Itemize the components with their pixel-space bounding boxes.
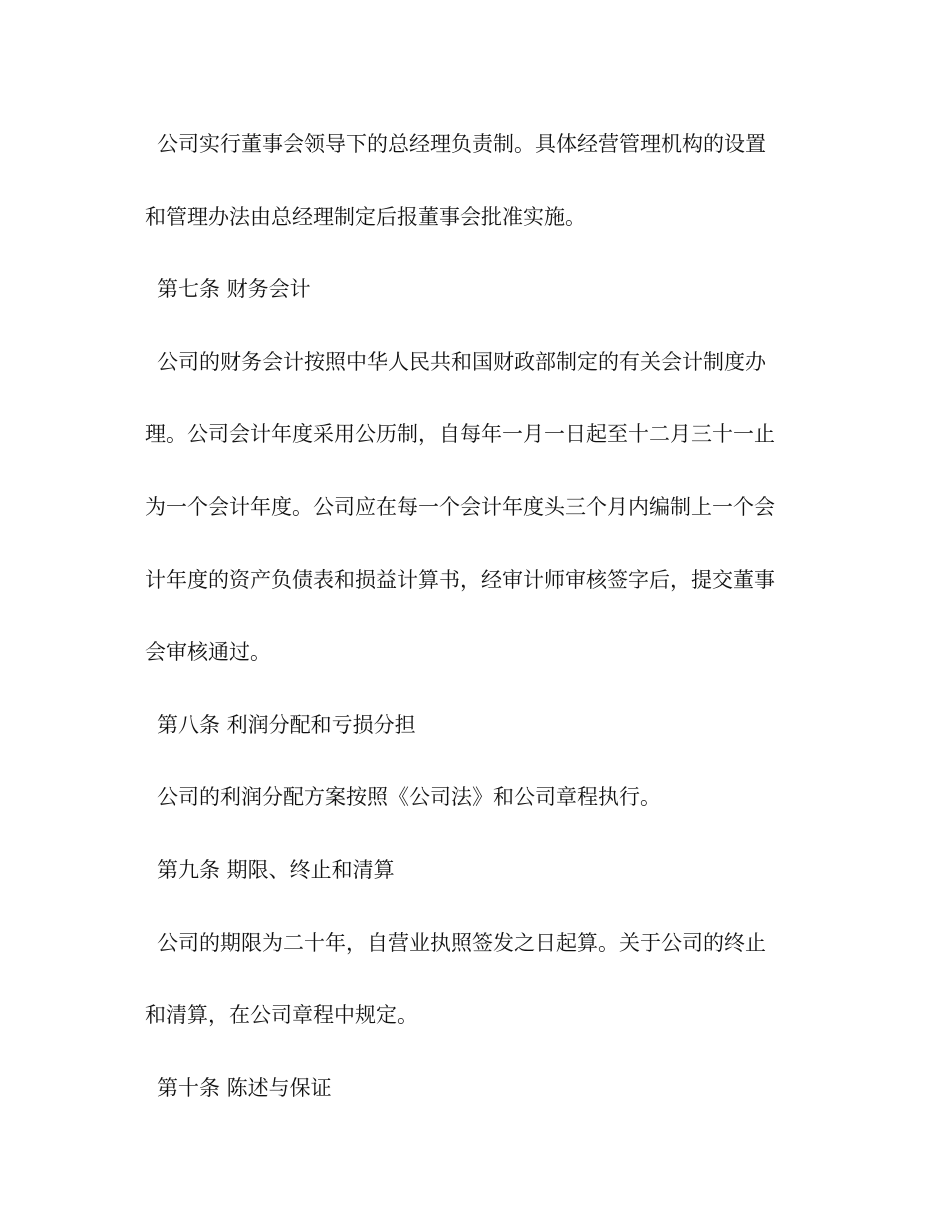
paragraph-line: 理。公司会计年度采用公历制，自每年一月一日起至十二月三十一止 [145,422,775,447]
section-heading: 第七条 财务会计 [157,277,311,302]
section-heading: 第八条 利润分配和亏损分担 [157,712,416,737]
paragraph-line: 公司的期限为二十年，自营业执照签发之日起算。关于公司的终止 [157,930,766,955]
paragraph-line: 会审核通过。 [145,640,271,665]
paragraph-line: 计年度的资产负债表和损益计算书，经审计师审核签字后，提交董事 [145,567,775,592]
section-heading: 第十条 陈述与保证 [157,1075,332,1100]
paragraph-line: 公司实行董事会领导下的总经理负责制。具体经营管理机构的设置 [157,132,766,156]
document-page [145,108,810,1124]
paragraph-line: 和清算，在公司章程中规定。 [145,1003,418,1028]
paragraph-line: 公司的利润分配方案按照《公司法》和公司章程执行。 [157,785,661,810]
section-heading: 第九条 期限、终止和清算 [157,857,395,882]
paragraph-line: 公司的财务会计按照中华人民共和国财政部制定的有关会计制度办 [157,349,766,374]
paragraph-line: 和管理办法由总经理制定后报董事会批准实施。 [145,204,586,229]
paragraph-line: 为一个会计年度。公司应在每一个会计年度头三个月内编制上一个会 [145,494,775,519]
